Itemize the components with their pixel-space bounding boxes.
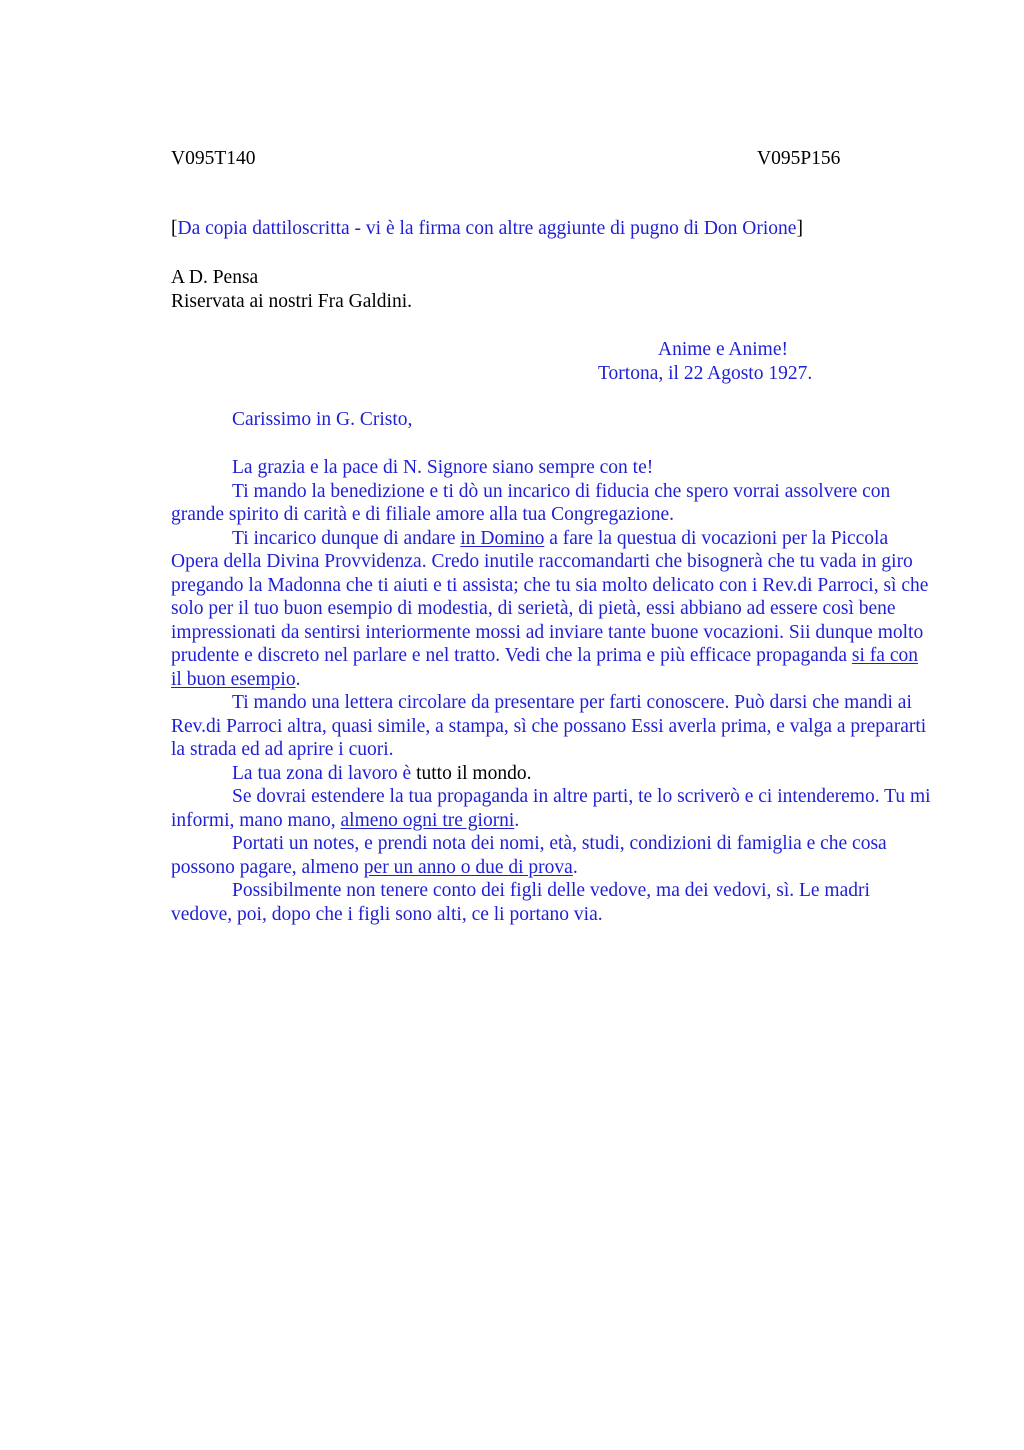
document-code-right: V095P156 — [757, 148, 841, 169]
paragraph: Possibilmente non tenere conto dei figli delle vedove, ma dei vedovi, sì. Le madri vedove, poi, dopo che i figli sono alti, ce li portano via. — [171, 880, 870, 925]
underlined-phrase: in Domino — [460, 527, 545, 549]
underlined-phrase: per un anno o due di prova — [363, 856, 573, 878]
recipient-line: A D. Pensa — [171, 267, 259, 288]
place-date: Tortona, il 22 Agosto 1927. — [598, 363, 813, 384]
letter-body — [171, 456, 931, 926]
note-open-bracket: [ — [171, 218, 178, 239]
underlined-phrase: almeno ogni tre giorni — [340, 809, 515, 831]
note-text: Da copia dattiloscritta - vi è la firma con altre aggiunte di pugno di Don Orione — [177, 218, 797, 239]
paragraph: Ti mando una lettera circolare da presentare per farti conoscere. Può darsi che mandi ai Rev.di Parroci altra, quasi simile, a stampa, sì che possano Essi averla prima, e valga a prepararti la strada ed ad aprire i cuori. — [171, 692, 927, 760]
underlined-phrase: si fa con il buon esempio — [171, 645, 918, 690]
salutation: Carissimo in G. Cristo, — [232, 409, 413, 430]
text-run: La tua zona di lavoro è — [232, 762, 417, 784]
text-run: . — [295, 668, 301, 690]
paragraph: Ti mando la benedizione e ti dò un incarico di fiducia che spero vorrai assolvere con grande spirito di carità e di filiale amore alla tua Congregazione. — [171, 480, 891, 525]
editorial-note — [171, 217, 803, 241]
text-run: . — [572, 856, 578, 878]
motto: Anime e Anime! — [658, 339, 788, 360]
paragraph — [171, 785, 931, 832]
text-run: a fare la questua di vocazioni per la Piccola Opera della Divina Provvidenza. Credo inutile raccomandarti che bisognerà che tu vada in giro pregando la Madonna che ti aiuti e ti assista; che tu sia molto delicato con i Rev.di Parroci, sì che solo per il tuo buon esempio di modestia, di serietà, di pietà, essi abbiano ad essere così bene impressionati da sentirsi interiormente mossi ad inviare tante buone vocazioni. Sii dunque molto prudente e discreto nel parlare e nel tratto. Vedi che la prima e più efficace propaganda — [171, 527, 929, 666]
paragraph — [171, 832, 931, 879]
text-run: Ti incarico dunque di andare — [232, 527, 461, 549]
paragraph — [171, 527, 931, 692]
paragraph — [171, 762, 931, 786]
paragraph: La grazia e la pace di N. Signore siano sempre con te! — [232, 457, 654, 478]
text-run: . — [514, 809, 520, 831]
document-code-left: V095T140 — [171, 148, 256, 169]
reserved-line: Riservata ai nostri Fra Galdini. — [171, 291, 412, 312]
note-close-bracket: ] — [796, 218, 803, 239]
text-run: Portati un notes, e prendi nota dei nomi, età, studi, condizioni di famiglia e che cosa possono pagare, almeno — [171, 833, 887, 878]
text-run: Se dovrai estendere la tua propaganda in altre parti, te lo scriverò e ci intenderemo. Tu mi informi, mano mano, — [171, 786, 931, 831]
text-run: tutto il mondo. — [416, 762, 532, 784]
